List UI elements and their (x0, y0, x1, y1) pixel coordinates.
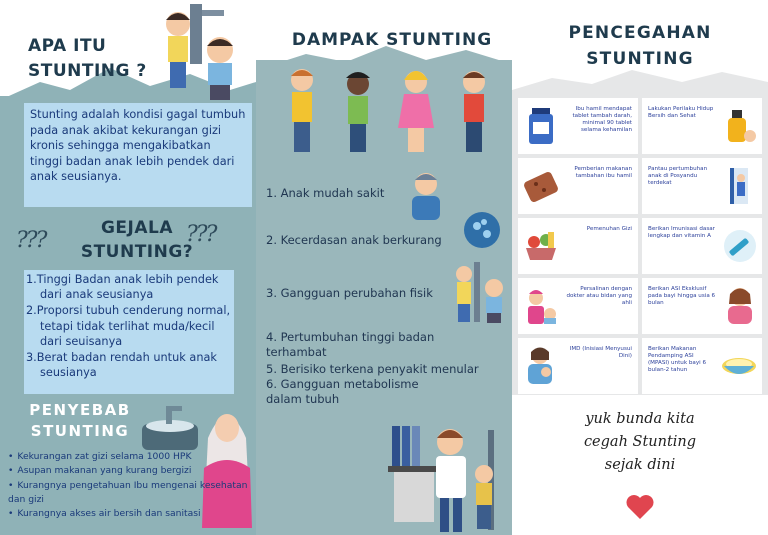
penyebab-item: • Kekurangan zat gizi selama 1000 HPK (8, 450, 256, 464)
gejala-item: 3.Berat badan rendah untuk anak seusianya (26, 351, 217, 380)
kids-measuring-height-illustration (150, 2, 250, 102)
panel-pencegahan-stunting (512, 0, 768, 535)
panel1-title: APA ITU STUNTING ? (28, 36, 147, 81)
question-marks-left: ??? (16, 228, 46, 253)
midwife-icon (522, 286, 560, 326)
prevention-card (642, 218, 762, 274)
prevention-text: Lakukan Perilaku Hidup Bersih dan Sehat (648, 106, 714, 119)
dampak-item: 6. Gangguan metabolisme dalam tubuh (266, 377, 419, 406)
gejala-item: 2.Proporsi tubuh cenderung normal, tetapi tidak terlihat muda/kecil dari seuisanya (26, 304, 231, 348)
baby-food-bowl-icon (720, 346, 758, 386)
penyebab-title: PENYEBAB STUNTING (29, 401, 131, 440)
breastfeeding-icon (720, 286, 758, 326)
heart-icon (625, 494, 655, 520)
height-measure-icon (720, 166, 758, 206)
prevention-text: Pemberian makanan tambahan ibu hamil (574, 166, 632, 179)
gejala-list (26, 272, 236, 381)
dampak-item: 2. Kecerdasan anak berkurang (266, 233, 442, 247)
prevention-card (518, 218, 638, 274)
prevention-text: Ibu hamil mendapat tablet tambah darah, minimal 90 tablet selama kehamilan (572, 106, 632, 133)
dampak-item: 4. Pertumbuhan tinggi badan terhambat (266, 330, 435, 359)
gejala-title: GEJALA STUNTING? (80, 218, 194, 262)
doctor-checking-child-illustration (388, 410, 512, 535)
prevention-text: Pemenuhan Gizi (586, 226, 632, 232)
prevention-text: IMD (Inisiasi Menyusui Dini) (569, 346, 632, 359)
prevention-card (642, 158, 762, 214)
dampak-item: 1. Anak mudah sakit (266, 186, 385, 200)
penyebab-item: • Asupan makanan yang kurang bergizi (8, 464, 256, 478)
two-kids-height-icon (452, 260, 508, 326)
prevention-text: Berikan ASI Eksklusif pada bayi hingga usia 6 bulan (648, 286, 716, 306)
prevention-card (518, 278, 638, 334)
prevention-card (642, 338, 762, 394)
prevention-card (518, 338, 638, 394)
penyebab-list (8, 450, 256, 521)
vaccine-syringe-icon (720, 226, 758, 266)
breastfeeding-mother-icon (522, 346, 560, 386)
definition-text: Stunting adalah kondisi gagal tumbuh pada anak akibat kekurangan gizi kronis sehingga mengakibatkan tinggi badan anak lebih pendek dari anak seusianya. (24, 103, 252, 207)
prevention-card (642, 98, 762, 154)
closing-message: yuk bunda kita cegah Stunting sejak dini (583, 411, 697, 473)
brain-head-icon (462, 208, 502, 252)
penyebab-item: • Kurangnya pengetahuan Ibu mengenai kesehatan dan gizi (8, 479, 256, 508)
four-kids-illustration (280, 66, 500, 158)
sick-child-icon (406, 170, 446, 224)
dampak-item: 3. Gangguan perubahan fisik (266, 286, 433, 300)
prevention-card (642, 278, 762, 334)
medicine-bottle-icon (522, 106, 560, 146)
gejala-item: 1.Tinggi Badan anak lebih pendek dari anak seusianya (26, 273, 219, 302)
question-marks-right: ??? (186, 222, 216, 247)
panel-apa-itu-stunting (0, 0, 256, 535)
prevention-card (518, 158, 638, 214)
panel3-title: PENCEGAHAN STUNTING (568, 23, 712, 69)
handwashing-soap-icon (720, 106, 758, 146)
prevention-text: Persalinan dengan dokter atau bidan yang ahli (566, 286, 632, 306)
panel-dampak-stunting (256, 0, 512, 535)
biscuit-icon (522, 166, 560, 206)
panel2-title: DAMPAK STUNTING (291, 30, 493, 50)
prevention-text: Pantau pertumbuhan anak di Posyandu terdekat (648, 166, 708, 186)
healthy-food-icon (522, 226, 560, 266)
dampak-item: 5. Berisiko terkena penyakit menular (266, 362, 479, 376)
prevention-text: Berikan Imunisasi dasar lengkap dan vitamin A (648, 226, 715, 239)
prevention-text: Berikan Makanan Pendamping ASI (MPASI) untuk bayi 6 bulan-2 tahun (648, 346, 707, 373)
penyebab-item: • Kurangnya akses air bersih dan sanitasi (8, 507, 256, 521)
prevention-card (518, 98, 638, 154)
